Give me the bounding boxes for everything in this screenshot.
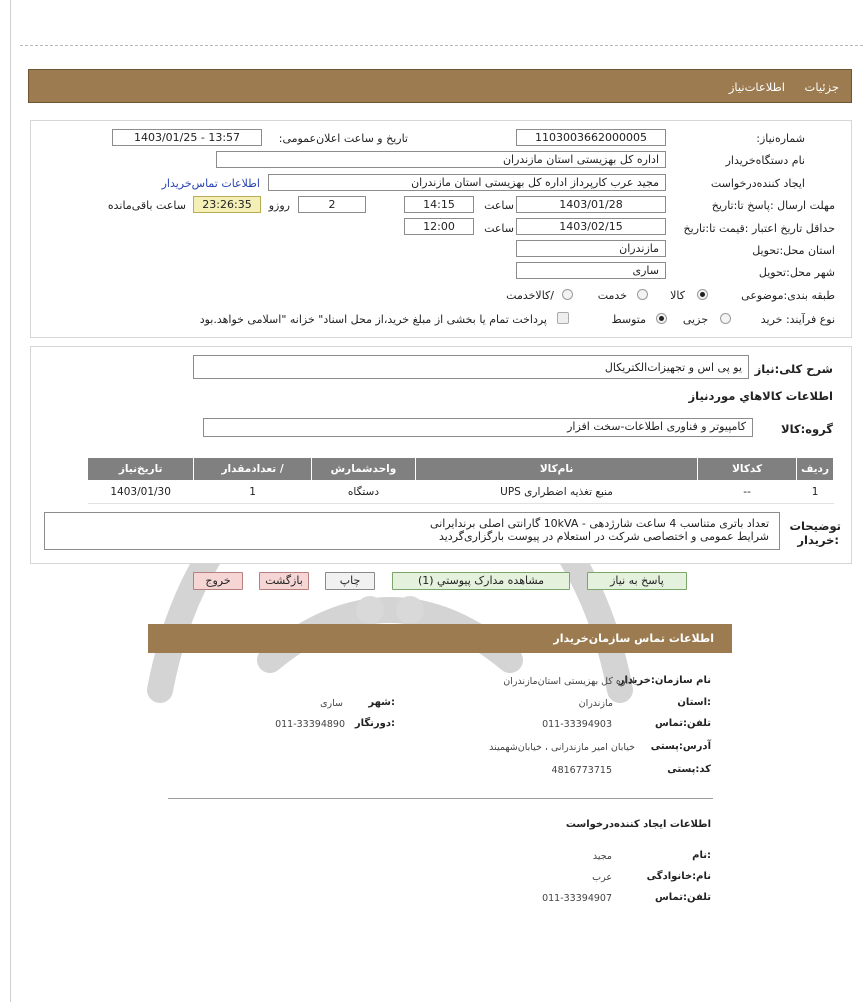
creator-family-value: عرب [592,872,612,883]
process-partial-label: جزیی [682,313,708,326]
category-service-label: خدمت [597,289,627,302]
group-label: گروه:کالا [781,422,833,436]
creator-name-value: مجید [592,851,612,862]
contact-phone-label: تلفن:تماس [654,718,711,729]
buyer-org-field: اداره کل بهزیستی استان مازندران [216,151,666,168]
validity-label: حداقل تاریخ اعتبار :قیمت تا:تاریخ [683,222,835,235]
contact-phone-value: 011-33394903 [542,719,612,730]
col-unit: واحدشمارش [311,458,415,481]
org-label: نام سازمان:خریدار [618,675,711,686]
col-code: کدکالا [698,458,797,481]
category-goods-label: کالا [670,289,685,302]
postal-label: کد:پستی [667,764,711,775]
remaining-label: ساعت باقی‌مانده [107,199,186,212]
process-medium-label: متوسط [611,313,646,326]
need-number-label: شماره‌نیاز: [756,132,805,145]
goods-info-title: اطلاعات کالاهاي موردنياز [688,389,833,403]
category-both-label: /کالاخدمت [506,289,554,302]
city-label: شهر محل:تحویل [758,266,835,279]
send-time-label: ساعت [484,199,514,212]
category-both-radio[interactable] [562,289,573,300]
col-row: ردیف [797,458,834,481]
city-field: ساری [516,262,666,279]
validity-time-label: ساعت [484,222,514,235]
creator-name-label: :نام [692,850,711,861]
creator-phone-label: تلفن:تماس [654,892,711,903]
days-field: 2 [298,196,366,213]
contact-city-value: ساری [320,698,343,709]
send-date-field: 1403/01/28 [516,196,666,213]
col-qty: / تعدادمقدار [194,458,312,481]
col-date: تاریخ‌نیاز [88,458,194,481]
validity-time-field: 12:00 [404,218,474,235]
reply-button[interactable]: پاسخ به نیاز [587,572,687,590]
back-button[interactable]: بازگشت [259,572,309,590]
goods-table-header [88,458,834,481]
buyer-contact-link[interactable]: اطلاعات تماس‌خریدار [161,177,260,190]
summary-field: یو پی اس و تجهیزات‌الکتریکال [193,355,749,379]
contact-city-label: :شهر [368,697,395,708]
notes-label: توضیحات [789,519,841,533]
exit-button[interactable]: خروج [193,572,243,590]
creator-info-title: اطلاعات ایجاد کننده‌درخواست [565,819,711,830]
need-number-field: 1103003662000005 [516,129,666,146]
print-button[interactable]: چاپ [325,572,375,590]
fax-value: 011-33394890 [275,719,345,730]
process-type-label: نوع فرآیند: خرید [760,313,835,326]
category-label: طبقه بندی:موضوعی [741,289,835,302]
tab-details[interactable]: جزئیات [804,80,839,94]
validity-date-field: 1403/02/15 [516,218,666,235]
treasury-checkbox[interactable] [557,312,569,324]
process-medium-radio[interactable] [656,313,667,324]
creator-family-label: نام:خانوادگی [646,871,711,882]
postal-value: 4816773715 [551,765,612,776]
creator-label: ایجاد کننده‌درخواست [710,177,805,190]
contact-separator [168,798,713,799]
address-label: آدرس:پستی [650,741,711,752]
view-docs-button[interactable]: مشاهده مدارک پیوستي (1) [392,572,570,590]
send-time-field: 14:15 [404,196,474,213]
buyer-notes-line1: تعداد باتری متناسب 4 ساعت شارژدهی - 10kVA گارانتی اصلی برندایرانی [430,517,769,530]
page-left-border [10,0,11,1002]
tab-need-info[interactable]: اطلاعات‌نیاز [728,80,785,94]
province-field: مازندران [516,240,666,257]
address-value: خیابان امیر مازندرانی ، خیابان‌شهمیند [489,742,635,753]
announce-label: تاریخ و ساعت اعلان‌عمومی: [278,132,408,145]
org-value: اداره کل بهزیستی استان‌مازندران [503,676,635,687]
contact-province-label: :استان [677,697,711,708]
creator-phone-value: 011-33394907 [542,893,612,904]
days-label: روزو [268,199,290,212]
category-service-radio[interactable] [637,289,648,300]
buyer-notes-line2: شرایط عمومی و اختصاصی شرکت در استعلام در پیوست بارگزاری‌گردید [438,530,769,543]
contact-title: اطلاعات تماس سازمان‌خریدار [553,632,714,645]
buyer-org-label: نام دستگاه‌خریدار [725,154,805,167]
notes-label-2: :خریدار [797,533,839,547]
process-partial-radio[interactable] [720,313,731,324]
remaining-time-field: 23:26:35 [193,196,261,213]
col-name: نام‌کالا [416,458,698,481]
group-field: کامپیوتر و فناوری اطلاعات-سخت افزار [203,418,753,437]
fax-label: :دورنگار [354,718,395,729]
summary-label: شرح کلی:نیاز [754,362,833,376]
category-goods-radio[interactable] [697,289,708,300]
treasury-note: پرداخت تمام یا بخشی از مبلغ خرید،از محل اسناد" خزانه "اسلامی خواهد.بود [199,313,547,326]
send-deadline-label: مهلت ارسال :پاسخ تا:تاریخ [711,199,835,212]
announce-field: 1403/01/25 - 13:57 [112,129,262,146]
buyer-notes-field [44,512,780,550]
creator-field: مجید عرب کارپرداز اداره کل بهزیستی استان مازندران [268,174,666,191]
contact-province-value: مازندران [578,698,613,709]
contact-header-bar [148,624,732,653]
header-bar [28,69,852,103]
table-row: 1 -- منبع تغذیه اضطراری UPS دستگاه 1 1403/01/30 [88,481,834,504]
province-label: استان محل:تحویل [752,244,835,257]
top-divider [20,45,863,46]
goods-table [87,457,834,504]
